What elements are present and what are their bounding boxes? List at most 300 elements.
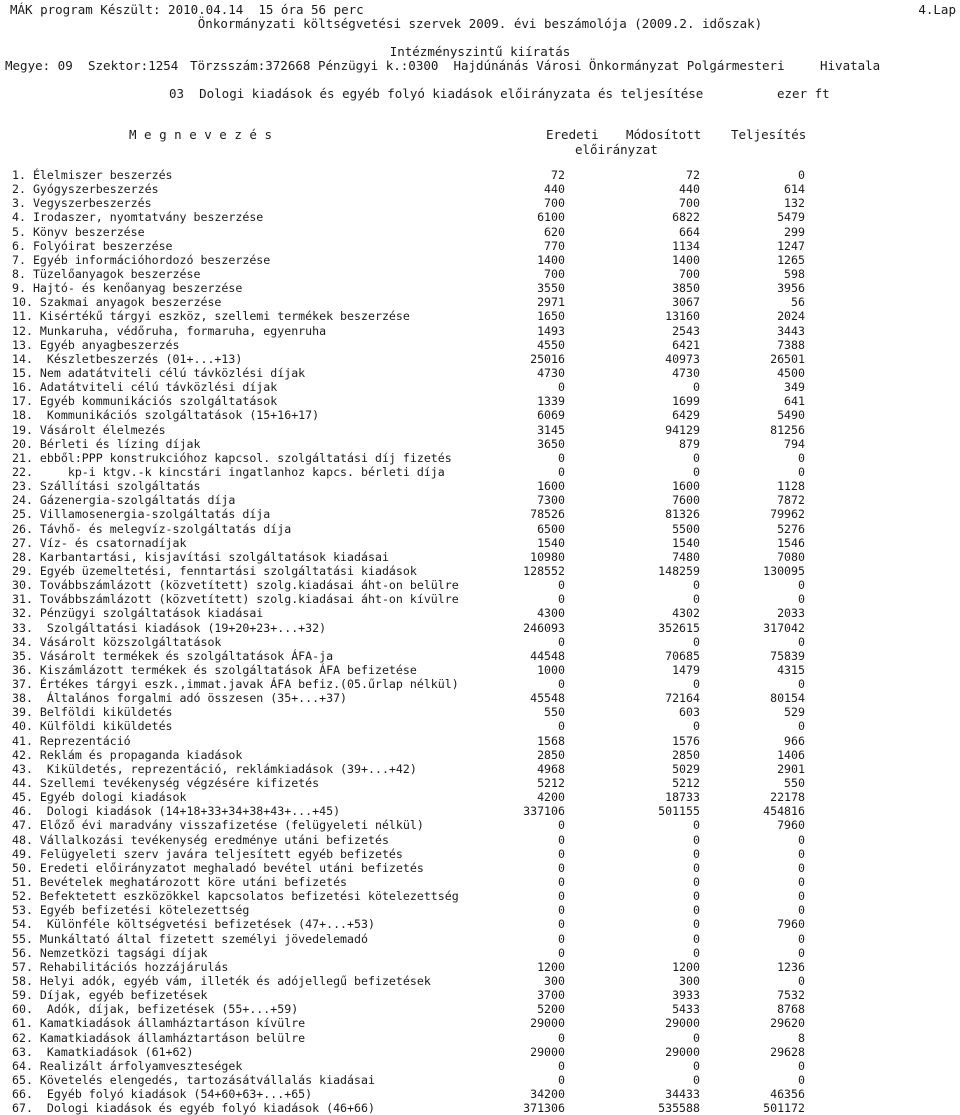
row-modositott-value: 4302 <box>672 606 700 621</box>
row-teljesites-value: 598 <box>784 266 805 281</box>
row-eredeti-value: 29000 <box>530 1044 565 1059</box>
row-teljesites-value: 1265 <box>777 252 805 267</box>
row-modositott-value: 0 <box>693 846 700 861</box>
row-label: 36. Kiszámlázott termékek és szolgáltatások ÁFA befizetése <box>12 662 417 677</box>
row-modositott-value: 3067 <box>672 295 700 310</box>
row-teljesites-value: 4315 <box>777 662 805 677</box>
row-teljesites-value: 0 <box>798 578 805 593</box>
column-header-eloiranyzat: előirányzat <box>575 142 658 157</box>
row-modositott-value: 0 <box>693 464 700 479</box>
row-teljesites-value: 0 <box>798 832 805 847</box>
row-label: 34. Vásárolt közszolgáltatások <box>12 634 222 649</box>
table-row <box>0 663 960 677</box>
report-subtitle: Önkormányzati költségvetési szervek 2009. évi beszámolója (2009.2. időszak) <box>197 16 763 31</box>
row-modositott-value: 0 <box>693 592 700 607</box>
row-modositott-value: 6429 <box>672 408 700 423</box>
row-modositott-value: 664 <box>679 224 700 239</box>
row-eredeti-value: 440 <box>544 182 565 197</box>
row-label: 50. Eredeti előirányzatot meghaladó bevétel utáni befizetés <box>12 860 424 875</box>
row-label: 64. Realizált árfolyamveszteségek <box>12 1058 243 1073</box>
row-teljesites-value: 794 <box>784 436 805 451</box>
row-modositott-value: 0 <box>693 945 700 960</box>
row-modositott-value: 1200 <box>672 959 700 974</box>
row-modositott-value: 0 <box>693 380 700 395</box>
row-label: 59. Díjak, egyéb befizetések <box>12 988 208 1003</box>
row-label: 13. Egyéb anyagbeszerzés <box>12 337 180 352</box>
row-teljesites-value: 0 <box>798 719 805 734</box>
row-eredeti-value: 44548 <box>530 648 565 663</box>
row-modositott-value: 0 <box>693 860 700 875</box>
table-row <box>0 239 960 253</box>
table-row <box>0 719 960 733</box>
row-modositott-value: 7480 <box>672 549 700 564</box>
row-label: 38. Általános forgalmi adó összesen (35+...+37) <box>12 691 348 706</box>
row-label: 37. Értékes tárgyi eszk.,immat.javak ÁFA befiz.(05.űrlap nélkül) <box>12 677 459 692</box>
row-eredeti-value: 620 <box>544 224 565 239</box>
row-label: 12. Munkaruha, védőruha, formaruha, egyenruha <box>12 323 327 338</box>
row-eredeti-value: 3700 <box>537 988 565 1003</box>
row-teljesites-value: 0 <box>798 168 805 182</box>
row-modositott-value: 1600 <box>672 479 700 494</box>
row-modositott-value: 0 <box>693 917 700 932</box>
row-teljesites-value: 5276 <box>777 521 805 536</box>
row-eredeti-value: 700 <box>544 196 565 211</box>
row-teljesites-value: 0 <box>798 634 805 649</box>
row-modositott-value: 7600 <box>672 493 700 508</box>
row-eredeti-value: 0 <box>558 380 565 395</box>
table-row <box>0 960 960 974</box>
row-teljesites-value: 0 <box>798 875 805 890</box>
row-teljesites-value: 0 <box>798 931 805 946</box>
program-info: MÁK program Készült: 2010.04.14 15 óra 56 perc <box>10 2 364 17</box>
row-label: 52. Befektetett eszközökkel kapcsolatos befizetési kötelezettség <box>12 889 459 904</box>
row-label: 53. Egyéb befizetési kötelezettség <box>12 903 250 918</box>
row-label: 5. Könyv beszerzése <box>12 224 145 239</box>
row-teljesites-value: 132 <box>784 196 805 211</box>
row-eredeti-value: 1650 <box>537 309 565 324</box>
table-row <box>0 522 960 536</box>
row-modositott-value: 0 <box>693 818 700 833</box>
table-row <box>0 578 960 592</box>
row-label: 2. Gyógyszerbeszerzés <box>12 182 159 197</box>
row-label: 8. Tüzelőanyagok beszerzése <box>12 266 201 281</box>
row-teljesites-value: 79962 <box>770 507 805 522</box>
row-teljesites-value: 81256 <box>770 422 805 437</box>
row-eredeti-value: 6100 <box>537 210 565 225</box>
table-row <box>0 1002 960 1016</box>
row-teljesites-value: 5490 <box>777 408 805 423</box>
row-eredeti-value: 0 <box>558 450 565 465</box>
row-label: 48. Vállalkozási tevékenység eredménye utáni befizetés <box>12 832 389 847</box>
row-modositott-value: 1699 <box>672 394 700 409</box>
unit-label: ezer ft <box>777 86 830 101</box>
row-label: 35. Vásárolt termékek és szolgáltatások ÁFA-ja <box>12 648 334 663</box>
row-eredeti-value: 300 <box>544 974 565 989</box>
row-modositott-value: 2543 <box>672 323 700 338</box>
row-label: 15. Nem adatátviteli célú távközlési díjak <box>12 365 306 380</box>
row-teljesites-value: 550 <box>784 776 805 791</box>
row-modositott-value: 0 <box>693 1073 700 1087</box>
row-eredeti-value: 1568 <box>537 733 565 748</box>
megye: Megye: 09 <box>5 58 73 73</box>
row-label: 63. Kamatkiadások (61+62) <box>12 1044 194 1059</box>
row-label: 58. Helyi adók, egyéb vám, illeték és adójellegű befizetések <box>12 974 431 989</box>
row-label: 25. Villamosenergia-szolgáltatás díja <box>12 507 271 522</box>
row-eredeti-value: 5200 <box>537 1002 565 1017</box>
row-modositott-value: 2850 <box>672 747 700 762</box>
row-modositott-value: 535588 <box>658 1101 700 1115</box>
table-row <box>0 988 960 1002</box>
torzsszam: Törzsszám:372668 <box>190 58 311 73</box>
row-modositott-value: 0 <box>693 719 700 734</box>
row-label: 27. Víz- és csatornadíjak <box>12 535 187 550</box>
row-teljesites-value: 2024 <box>777 309 805 324</box>
institution-name: Pénzügyi k.:0300 Hajdúnánás Városi Önkormányzat Polgármesteri <box>318 58 785 73</box>
row-teljesites-value: 4500 <box>777 365 805 380</box>
table-row <box>0 1101 960 1115</box>
row-label: 40. Külföldi kiküldetés <box>12 719 173 734</box>
row-teljesites-value: 1247 <box>777 238 805 253</box>
row-modositott-value: 5500 <box>672 521 700 536</box>
row-modositott-value: 3850 <box>672 281 700 296</box>
table-title: 03 Dologi kiadások és egyéb folyó kiadások előirányzata és teljesítése <box>169 86 704 101</box>
table-row <box>0 748 960 762</box>
table-row <box>0 889 960 903</box>
row-eredeti-value: 0 <box>558 875 565 890</box>
row-modositott-value: 603 <box>679 705 700 720</box>
table-row <box>0 182 960 196</box>
table-row <box>0 974 960 988</box>
row-label: 67. Dologi kiadások és egyéb folyó kiadások (46+66) <box>12 1101 375 1115</box>
row-eredeti-value: 0 <box>558 634 565 649</box>
row-label: 39. Belföldi kiküldetés <box>12 705 173 720</box>
row-eredeti-value: 0 <box>558 931 565 946</box>
column-header-eredeti: Eredeti <box>546 127 599 142</box>
row-eredeti-value: 0 <box>558 464 565 479</box>
row-eredeti-value: 25016 <box>530 351 565 366</box>
row-eredeti-value: 0 <box>558 719 565 734</box>
row-label: 47. Előző évi maradvány visszafizetése (felügyeleti nélkül) <box>12 818 424 833</box>
table-row <box>0 281 960 295</box>
row-teljesites-value: 454816 <box>763 804 805 819</box>
table-row <box>0 536 960 550</box>
row-teljesites-value: 1236 <box>777 959 805 974</box>
row-modositott-value: 700 <box>679 266 700 281</box>
row-teljesites-value: 0 <box>798 1073 805 1087</box>
row-label: 46. Dologi kiadások (14+18+33+34+38+43+...+45) <box>12 804 341 819</box>
row-modositott-value: 5212 <box>672 776 700 791</box>
table-row <box>0 776 960 790</box>
row-modositott-value: 0 <box>693 931 700 946</box>
row-modositott-value: 0 <box>693 450 700 465</box>
row-teljesites-value: 5479 <box>777 210 805 225</box>
table-row <box>0 295 960 309</box>
row-modositott-value: 0 <box>693 634 700 649</box>
row-teljesites-value: 0 <box>798 889 805 904</box>
table-row <box>0 790 960 804</box>
szektor: Szektor:1254 <box>88 58 179 73</box>
table-row <box>0 635 960 649</box>
row-label: 7. Egyéb információhordozó beszerzése <box>12 252 271 267</box>
table-row <box>0 507 960 521</box>
row-eredeti-value: 72 <box>551 168 565 182</box>
column-header-name: M e g n e v e z é s <box>129 127 272 142</box>
table-row <box>0 309 960 323</box>
row-eredeti-value: 0 <box>558 1058 565 1073</box>
table-row <box>0 621 960 635</box>
row-label: 60. Adók, díjak, befizetések (55+...+59) <box>12 1002 299 1017</box>
table-row <box>0 818 960 832</box>
row-eredeti-value: 1400 <box>537 252 565 267</box>
row-eredeti-value: 0 <box>558 860 565 875</box>
row-teljesites-value: 0 <box>798 860 805 875</box>
row-teljesites-value: 7388 <box>777 337 805 352</box>
table-row <box>0 762 960 776</box>
row-label: 62. Kamatkiadások államháztartáson belülre <box>12 1030 306 1045</box>
row-teljesites-value: 7872 <box>777 493 805 508</box>
row-eredeti-value: 337106 <box>523 804 565 819</box>
row-label: 32. Pénzügyi szolgáltatások kiadásai <box>12 606 264 621</box>
table-row <box>0 196 960 210</box>
table-row <box>0 550 960 564</box>
row-modositott-value: 1576 <box>672 733 700 748</box>
row-teljesites-value: 317042 <box>763 620 805 635</box>
row-teljesites-value: 3443 <box>777 323 805 338</box>
row-eredeti-value: 6500 <box>537 521 565 536</box>
row-modositott-value: 1134 <box>672 238 700 253</box>
row-eredeti-value: 4550 <box>537 337 565 352</box>
row-label: 9. Hajtó- és kenőanyag beszerzése <box>12 281 243 296</box>
row-teljesites-value: 3956 <box>777 281 805 296</box>
row-eredeti-value: 2850 <box>537 747 565 762</box>
table-row <box>0 225 960 239</box>
row-label: 10. Szakmai anyagok beszerzése <box>12 295 222 310</box>
row-label: 54. Különféle költségvetési befizetések (47+...+53) <box>12 917 375 932</box>
table-row <box>0 1059 960 1073</box>
row-modositott-value: 0 <box>693 578 700 593</box>
table-row <box>0 366 960 380</box>
row-label: 14. Készletbeszerzés (01+...+13) <box>12 351 243 366</box>
row-teljesites-value: 29628 <box>770 1044 805 1059</box>
table-row <box>0 394 960 408</box>
row-eredeti-value: 0 <box>558 889 565 904</box>
table-row <box>0 338 960 352</box>
row-modositott-value: 0 <box>693 889 700 904</box>
row-eredeti-value: 550 <box>544 705 565 720</box>
table-row <box>0 903 960 917</box>
page-number: 4.Lap <box>918 2 956 17</box>
row-modositott-value: 6822 <box>672 210 700 225</box>
row-label: 66. Egyéb folyó kiadások (54+60+63+...+65) <box>12 1087 313 1102</box>
row-teljesites-value: 1546 <box>777 535 805 550</box>
row-label: 55. Munkáltató által fizetett személyi jövedelemadó <box>12 931 368 946</box>
row-eredeti-value: 0 <box>558 592 565 607</box>
row-teljesites-value: 8768 <box>777 1002 805 1017</box>
row-modositott-value: 1479 <box>672 662 700 677</box>
row-eredeti-value: 0 <box>558 903 565 918</box>
row-teljesites-value: 966 <box>784 733 805 748</box>
row-eredeti-value: 1200 <box>537 959 565 974</box>
row-modositott-value: 1400 <box>672 252 700 267</box>
table-row <box>0 917 960 931</box>
row-modositott-value: 0 <box>693 903 700 918</box>
row-modositott-value: 29000 <box>665 1016 700 1031</box>
row-label: 44. Szellemi tevékenység végzésére kifizetés <box>12 776 320 791</box>
row-teljesites-value: 26501 <box>770 351 805 366</box>
row-eredeti-value: 4730 <box>537 365 565 380</box>
row-eredeti-value: 1000 <box>537 662 565 677</box>
row-eredeti-value: 78526 <box>530 507 565 522</box>
table-row <box>0 210 960 224</box>
row-teljesites-value: 501172 <box>763 1101 805 1115</box>
row-eredeti-value: 770 <box>544 238 565 253</box>
row-eredeti-value: 6069 <box>537 408 565 423</box>
row-teljesites-value: 75839 <box>770 648 805 663</box>
row-label: 22. kp-i ktgv.-k kincstári ingatlanhoz kapcs. bérleti díja <box>12 464 445 479</box>
row-modositott-value: 879 <box>679 436 700 451</box>
row-label: 3. Vegyszerbeszerzés <box>12 196 152 211</box>
row-modositott-value: 5433 <box>672 1002 700 1017</box>
row-eredeti-value: 5212 <box>537 776 565 791</box>
table-row <box>0 352 960 366</box>
table-row <box>0 847 960 861</box>
row-label: 24. Gázenergia-szolgáltatás díja <box>12 493 236 508</box>
row-eredeti-value: 0 <box>558 945 565 960</box>
row-eredeti-value: 4300 <box>537 606 565 621</box>
row-teljesites-value: 641 <box>784 394 805 409</box>
row-modositott-value: 13160 <box>665 309 700 324</box>
row-modositott-value: 6421 <box>672 337 700 352</box>
row-teljesites-value: 0 <box>798 974 805 989</box>
row-label: 43. Kiküldetés, reprezentáció, reklámkiadások (39+...+42) <box>12 761 417 776</box>
row-modositott-value: 94129 <box>665 422 700 437</box>
row-eredeti-value: 1540 <box>537 535 565 550</box>
row-eredeti-value: 3145 <box>537 422 565 437</box>
row-teljesites-value: 0 <box>798 464 805 479</box>
table-row <box>0 479 960 493</box>
row-label: 56. Nemzetközi tagsági díjak <box>12 945 208 960</box>
table-row <box>0 253 960 267</box>
row-eredeti-value: 1339 <box>537 394 565 409</box>
row-teljesites-value: 46356 <box>770 1087 805 1102</box>
row-label: 16. Adatátviteli célú távközlési díjak <box>12 380 278 395</box>
row-modositott-value: 34433 <box>665 1087 700 1102</box>
row-modositott-value: 40973 <box>665 351 700 366</box>
row-label: 65. Követelés elengedés, tartozásátvállalás kiadásai <box>12 1073 375 1087</box>
row-eredeti-value: 1493 <box>537 323 565 338</box>
table-row <box>0 267 960 281</box>
row-eredeti-value: 0 <box>558 1030 565 1045</box>
row-teljesites-value: 0 <box>798 903 805 918</box>
row-eredeti-value: 4968 <box>537 761 565 776</box>
table-row <box>0 380 960 394</box>
row-label: 18. Kommunikációs szolgáltatások (15+16+17) <box>12 408 320 423</box>
row-modositott-value: 29000 <box>665 1044 700 1059</box>
row-eredeti-value: 700 <box>544 266 565 281</box>
row-teljesites-value: 614 <box>784 182 805 197</box>
table-row <box>0 168 960 182</box>
row-modositott-value: 300 <box>679 974 700 989</box>
row-modositott-value: 440 <box>679 182 700 197</box>
row-modositott-value: 0 <box>693 1030 700 1045</box>
table-row <box>0 649 960 663</box>
row-modositott-value: 3933 <box>672 988 700 1003</box>
row-eredeti-value: 371306 <box>523 1101 565 1115</box>
row-teljesites-value: 0 <box>798 945 805 960</box>
table-row <box>0 833 960 847</box>
report-type: Intézményszintű kiíratás <box>389 44 571 59</box>
row-modositott-value: 4730 <box>672 365 700 380</box>
row-label: 61. Kamatkiadások államháztartáson kívülre <box>12 1016 306 1031</box>
table-row <box>0 1087 960 1101</box>
row-label: 51. Bevételek meghatározott köre utáni befizetés <box>12 875 348 890</box>
row-eredeti-value: 29000 <box>530 1016 565 1031</box>
row-modositott-value: 0 <box>693 677 700 692</box>
row-label: 26. Távhő- és melegvíz-szolgáltatás díja <box>12 521 292 536</box>
row-eredeti-value: 2971 <box>537 295 565 310</box>
row-modositott-value: 5029 <box>672 761 700 776</box>
row-label: 49. Felügyeleti szerv javára teljesített egyéb befizetés <box>12 846 403 861</box>
table-row <box>0 804 960 818</box>
row-eredeti-value: 3550 <box>537 281 565 296</box>
table-row <box>0 324 960 338</box>
row-eredeti-value: 0 <box>558 846 565 861</box>
row-modositott-value: 81326 <box>665 507 700 522</box>
row-eredeti-value: 7300 <box>537 493 565 508</box>
row-label: 33. Szolgáltatási kiadások (19+20+23+...+32) <box>12 620 327 635</box>
row-label: 28. Karbantartási, kisjavítási szolgáltatások kiadásai <box>12 549 389 564</box>
row-eredeti-value: 4200 <box>537 790 565 805</box>
row-teljesites-value: 0 <box>798 846 805 861</box>
row-teljesites-value: 529 <box>784 705 805 720</box>
row-label: 19. Vásárolt élelmezés <box>12 422 166 437</box>
table-row <box>0 861 960 875</box>
row-modositott-value: 18733 <box>665 790 700 805</box>
row-eredeti-value: 0 <box>558 917 565 932</box>
table-row <box>0 1073 960 1087</box>
row-teljesites-value: 1128 <box>777 479 805 494</box>
row-modositott-value: 72 <box>686 168 700 182</box>
column-header-teljesites: Teljesítés <box>731 127 807 142</box>
row-label: 11. Kisértékű tárgyi eszköz, szellemi termékek beszerzése <box>12 309 410 324</box>
row-modositott-value: 352615 <box>658 620 700 635</box>
row-modositott-value: 0 <box>693 1058 700 1073</box>
row-teljesites-value: 0 <box>798 677 805 692</box>
row-teljesites-value: 0 <box>798 592 805 607</box>
row-teljesites-value: 7960 <box>777 917 805 932</box>
row-eredeti-value: 10980 <box>530 549 565 564</box>
row-label: 4. Irodaszer, nyomtatvány beszerzése <box>12 210 264 225</box>
row-modositott-value: 1540 <box>672 535 700 550</box>
row-label: 23. Szállítási szolgáltatás <box>12 479 201 494</box>
row-teljesites-value: 7960 <box>777 818 805 833</box>
table-row <box>0 493 960 507</box>
row-label: 42. Reklám és propaganda kiadások <box>12 747 243 762</box>
column-header-modositott: Módosított <box>626 127 702 142</box>
table-row <box>0 932 960 946</box>
table-row <box>0 564 960 578</box>
table-row <box>0 451 960 465</box>
table-row <box>0 946 960 960</box>
row-label: 21. ebből:PPP konstrukcióhoz kapcsol. szolgáltatási díj fizetés <box>12 450 452 465</box>
row-label: 20. Bérleti és lízing díjak <box>12 436 201 451</box>
row-modositott-value: 0 <box>693 875 700 890</box>
row-label: 29. Egyéb üzemeltetési, fenntartási szolgáltatási kiadások <box>12 563 417 578</box>
table-row <box>0 677 960 691</box>
row-label: 41. Reprezentáció <box>12 733 131 748</box>
row-modositott-value: 0 <box>693 832 700 847</box>
row-label: 45. Egyéb dologi kiadások <box>12 790 187 805</box>
